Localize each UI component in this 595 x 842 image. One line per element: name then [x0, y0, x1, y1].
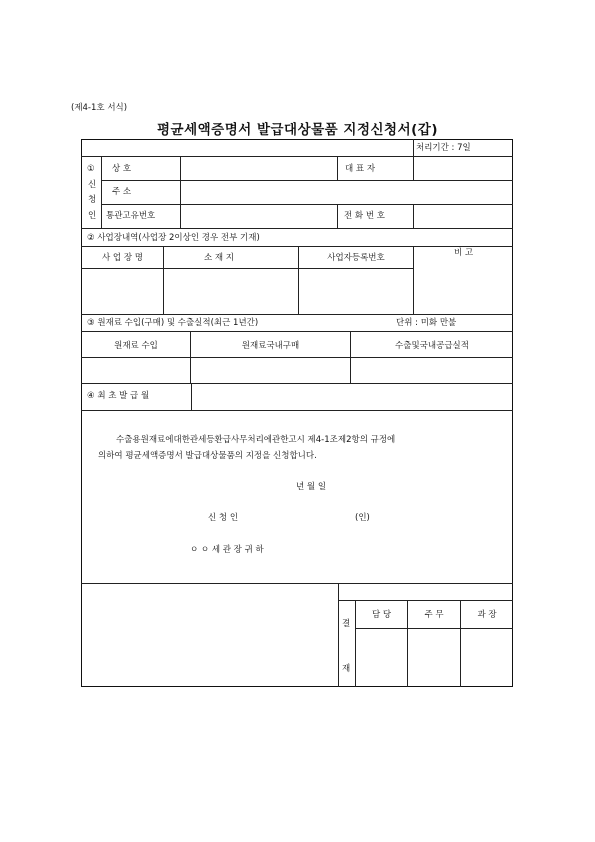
divider — [81, 583, 513, 584]
applicant-section-label-2: 청 — [88, 195, 97, 205]
remarks-field[interactable] — [414, 269, 512, 313]
application-date: 년 월 일 — [296, 482, 327, 492]
business-registration-number-field[interactable] — [299, 269, 412, 313]
address-field[interactable] — [181, 181, 512, 203]
column-header: 수출및국내공급실적 — [395, 341, 469, 351]
approval-column-header: 주 무 — [424, 610, 444, 620]
addressee: ㅇ ㅇ 세 관 장 귀 하 — [190, 545, 264, 555]
section2-title: ② 사업장내역(사업장 2이상인 경우 전부 기재) — [87, 233, 260, 243]
column-header: 소 재 지 — [203, 253, 235, 263]
trade-name-field[interactable] — [181, 157, 336, 179]
raw-material-import-field[interactable] — [82, 358, 189, 382]
approval-label-top: 결 — [342, 619, 351, 629]
divider — [81, 410, 513, 411]
column-header: 비 고 — [453, 248, 474, 258]
trade-name-label: 상 호 — [112, 164, 132, 174]
section3-title: ③ 원재료 수입(구매) 및 수출실적(최근 1년간) — [87, 318, 259, 328]
declaration-line-1: 수출용원재료에대한관세등환급사무처리에관한고시 제4-1조제2항의 규정에 — [116, 435, 396, 445]
declaration-line-2: 의하여 평균세액증명서 발급대상물품의 지정을 신청합니다. — [98, 451, 317, 461]
divider — [337, 204, 338, 228]
processing-period: 처리기간 : 7일 — [416, 143, 471, 153]
phone-label: 전 화 번 호 — [344, 211, 385, 221]
representative-field[interactable] — [414, 157, 512, 179]
business-site-location-field[interactable] — [164, 269, 297, 313]
section3-unit: 단위 : 미화 만불 — [396, 318, 457, 328]
seal-label: (인) — [355, 513, 370, 523]
column-header: 사업자등록번호 — [327, 253, 385, 263]
approval-signature-box[interactable] — [356, 629, 406, 686]
divider — [81, 314, 513, 315]
divider — [81, 246, 513, 247]
form-number: (제4-1호 서식) — [71, 103, 128, 113]
divider — [81, 331, 513, 332]
divider — [81, 228, 513, 229]
customs-id-label: 통관고유번호 — [106, 211, 156, 221]
divider — [338, 583, 339, 687]
phone-field[interactable] — [414, 205, 512, 227]
column-header: 원재료국내구매 — [241, 341, 300, 351]
divider — [337, 156, 338, 180]
divider — [101, 156, 102, 228]
applicant-section-label-1: 신 — [88, 180, 97, 190]
export-supply-record-field[interactable] — [351, 358, 512, 382]
applicant-section-label-3: 인 — [88, 211, 97, 221]
approval-signature-box[interactable] — [408, 629, 459, 686]
customs-id-field[interactable] — [181, 205, 336, 227]
approval-label-bottom: 재 — [342, 664, 351, 674]
applicant-signature-label: 신 청 인 — [208, 513, 239, 523]
document-title: 평균세액증명서 발급대상물품 지정신청서(갑) — [156, 122, 439, 138]
applicant-number: ① — [87, 164, 95, 174]
column-header: 원재료 수입 — [114, 341, 158, 351]
column-header: 사 업 장 명 — [102, 253, 143, 263]
first-issue-month-field[interactable] — [192, 384, 512, 409]
section4-title: ④ 최 초 발 급 월 — [87, 391, 150, 401]
address-label: 주 소 — [112, 187, 132, 197]
divider — [413, 139, 414, 156]
divider — [338, 600, 513, 601]
approval-column-header: 담 당 — [371, 610, 392, 620]
raw-material-domestic-purchase-field[interactable] — [191, 358, 349, 382]
approval-column-header: 과 장 — [477, 610, 497, 620]
representative-label: 대 표 자 — [345, 164, 376, 174]
approval-signature-box[interactable] — [461, 629, 512, 686]
business-site-name-field[interactable] — [82, 269, 162, 313]
